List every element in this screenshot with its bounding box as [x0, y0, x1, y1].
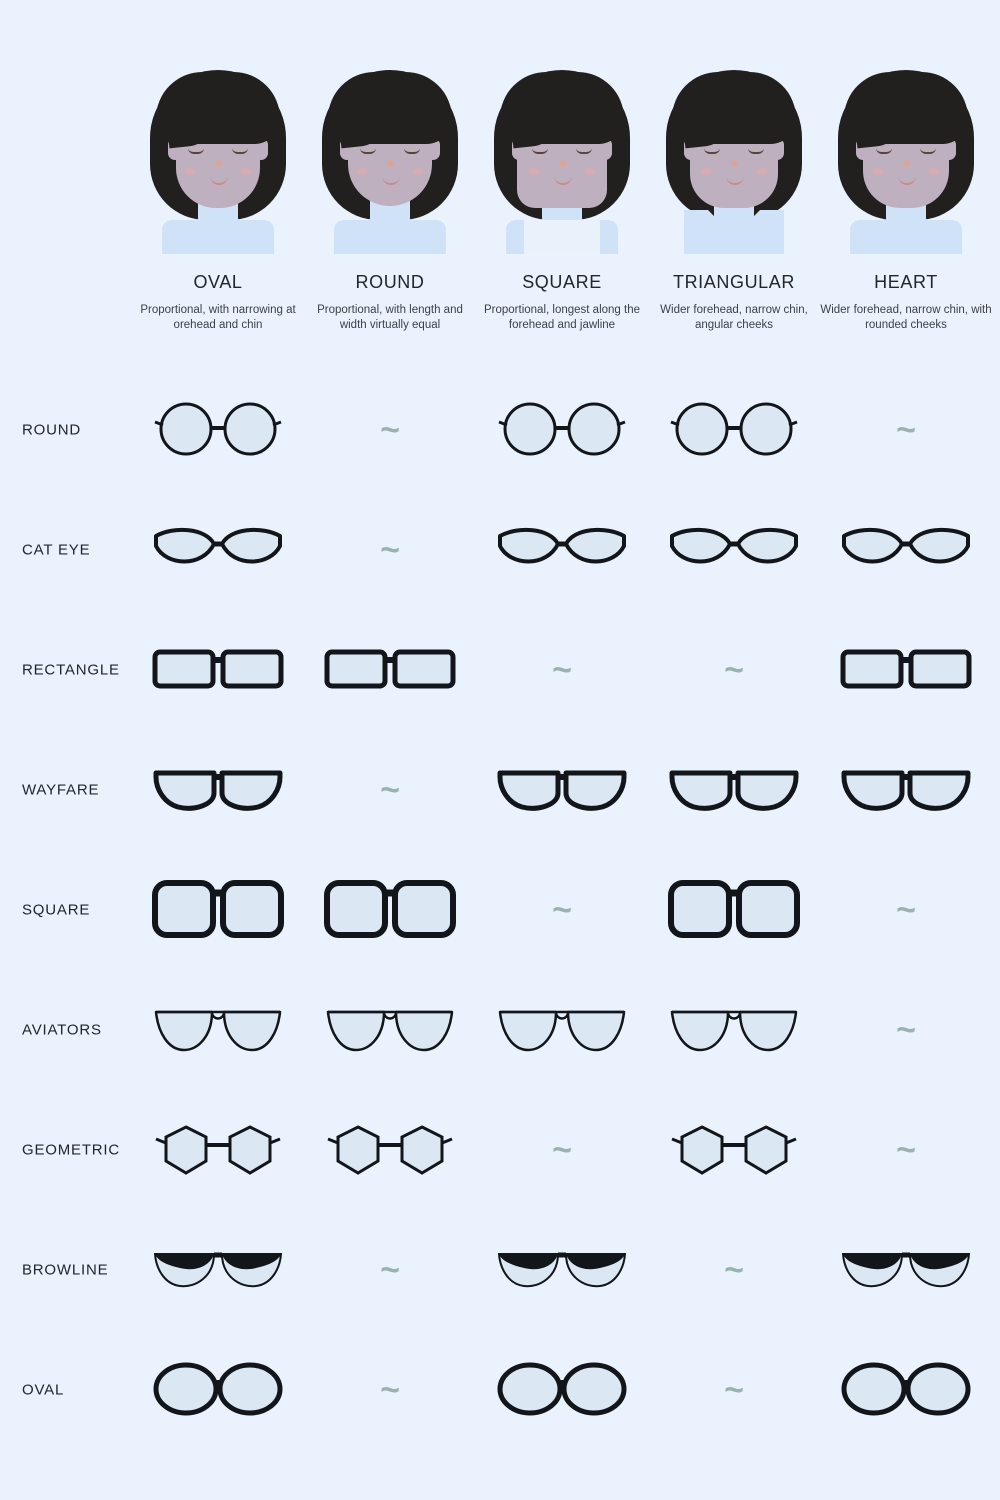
shoulders	[850, 220, 962, 254]
frame-style-grid	[0, 370, 1000, 1450]
face-shape-column-heart	[820, 60, 992, 333]
no-match-squiggle-icon: ~	[380, 771, 400, 809]
face-shape-description: Wider forehead, narrow chin, with rounded cheeks	[820, 304, 992, 331]
cheek-left	[356, 168, 368, 175]
cell-match-oval	[132, 1330, 304, 1450]
round-glasses-icon	[152, 395, 284, 465]
face-shape-name: TRIANGULAR	[672, 272, 795, 292]
no-match-squiggle-icon: ~	[552, 891, 572, 929]
face-shape-name: ROUND	[355, 272, 425, 292]
cell-match-cateye	[476, 490, 648, 610]
cell-no-match	[648, 1330, 820, 1450]
cell-match-cateye	[132, 490, 304, 610]
table-row	[0, 1210, 1000, 1330]
no-match-squiggle-icon: ~	[380, 1251, 400, 1289]
face-shape-description: Wider forehead, narrow chin, angular cheeks	[660, 304, 808, 331]
face-shape-name: HEART	[874, 272, 938, 292]
cell-match-square	[648, 850, 820, 970]
wayfare-glasses-icon	[840, 763, 972, 817]
cell-no-match	[304, 370, 476, 490]
geometric-glasses-icon	[152, 1121, 284, 1179]
frame-style-label: OVAL	[22, 1381, 65, 1399]
cell-no-match	[476, 1090, 648, 1210]
face-shape-header	[0, 0, 1000, 370]
shoulders	[162, 220, 274, 254]
cell-match-oval	[476, 1330, 648, 1450]
nose	[387, 160, 394, 167]
aviator-glasses-icon	[152, 1002, 284, 1058]
face-shape-description: Proportional, longest along the forehead and jawline	[484, 304, 640, 331]
cell-no-match	[820, 970, 992, 1090]
round-glasses-icon	[496, 395, 628, 465]
shoulders	[334, 220, 446, 254]
frame-style-label: SQUARE	[22, 901, 91, 919]
table-row	[0, 970, 1000, 1090]
table-row	[0, 730, 1000, 850]
cell-no-match	[476, 610, 648, 730]
wayfare-glasses-icon	[496, 763, 628, 817]
cell-match-browline	[132, 1210, 304, 1330]
no-match-squiggle-icon: ~	[896, 891, 916, 929]
frame-style-label: AVIATORS	[22, 1021, 102, 1039]
frame-style-label: GEOMETRIC	[22, 1141, 121, 1159]
cell-no-match	[820, 1090, 992, 1210]
cell-match-browline	[820, 1210, 992, 1330]
face-illustration-heart	[820, 60, 992, 250]
no-match-squiggle-icon: ~	[380, 531, 400, 569]
face-illustration-oval	[132, 60, 304, 250]
cheek-right	[240, 168, 252, 175]
cell-no-match	[304, 1210, 476, 1330]
cheek-left	[528, 168, 540, 175]
cheek-left	[184, 168, 196, 175]
cell-match-wayfare	[648, 730, 820, 850]
cell-match-round	[132, 370, 304, 490]
aviator-glasses-icon	[324, 1002, 456, 1058]
cell-no-match	[820, 850, 992, 970]
frame-style-label: WAYFARE	[22, 781, 100, 799]
no-match-squiggle-icon: ~	[724, 1251, 744, 1289]
cell-match-oval	[820, 1330, 992, 1450]
face-illustration-triangular	[648, 60, 820, 250]
face-shape-name: SQUARE	[522, 272, 602, 292]
cell-no-match	[304, 1330, 476, 1450]
rectangle-glasses-icon	[840, 644, 972, 696]
oval-glasses-icon	[840, 1361, 972, 1419]
face-illustration-round	[304, 60, 476, 250]
cell-match-rectangle	[132, 610, 304, 730]
face-illustration-square	[476, 60, 648, 250]
wayfare-glasses-icon	[152, 763, 284, 817]
cell-match-geometric	[132, 1090, 304, 1210]
table-row	[0, 1330, 1000, 1450]
cell-no-match	[648, 1210, 820, 1330]
square-glasses-icon	[324, 877, 456, 943]
nose	[731, 160, 738, 167]
cateye-glasses-icon	[840, 520, 972, 580]
cell-match-aviator	[648, 970, 820, 1090]
cell-no-match	[304, 490, 476, 610]
aviator-glasses-icon	[668, 1002, 800, 1058]
cell-match-wayfare	[820, 730, 992, 850]
cell-match-rectangle	[820, 610, 992, 730]
geometric-glasses-icon	[668, 1121, 800, 1179]
no-match-squiggle-icon: ~	[552, 1131, 572, 1169]
cheek-left	[872, 168, 884, 175]
frame-style-label: RECTANGLE	[22, 661, 120, 679]
cell-match-square	[132, 850, 304, 970]
wayfare-glasses-icon	[668, 763, 800, 817]
cell-match-geometric	[304, 1090, 476, 1210]
geometric-glasses-icon	[324, 1121, 456, 1179]
cell-match-square	[304, 850, 476, 970]
cell-match-geometric	[648, 1090, 820, 1210]
collar	[524, 220, 600, 254]
cell-match-aviator	[476, 970, 648, 1090]
cell-match-wayfare	[132, 730, 304, 850]
frame-style-label: ROUND	[22, 421, 81, 439]
face-shape-column-round	[304, 60, 476, 333]
face-shape-name: OVAL	[193, 272, 243, 292]
table-row	[0, 370, 1000, 490]
no-match-squiggle-icon: ~	[896, 411, 916, 449]
face-shape-column-oval	[132, 60, 304, 333]
rectangle-glasses-icon	[324, 644, 456, 696]
table-row	[0, 850, 1000, 970]
cell-match-rectangle	[304, 610, 476, 730]
cheek-right	[584, 168, 596, 175]
cheek-left	[700, 168, 712, 175]
frame-style-label: CAT EYE	[22, 541, 91, 559]
cell-no-match	[476, 850, 648, 970]
face-shape-column-square	[476, 60, 648, 333]
table-row	[0, 1090, 1000, 1210]
no-match-squiggle-icon: ~	[896, 1131, 916, 1169]
table-row	[0, 490, 1000, 610]
no-match-squiggle-icon: ~	[552, 651, 572, 689]
cell-match-aviator	[132, 970, 304, 1090]
cell-no-match	[820, 370, 992, 490]
cell-match-aviator	[304, 970, 476, 1090]
cateye-glasses-icon	[152, 520, 284, 580]
square-glasses-icon	[152, 877, 284, 943]
face-shape-description: Proportional, with length and width virtually equal	[317, 304, 463, 331]
no-match-squiggle-icon: ~	[896, 1011, 916, 1049]
cateye-glasses-icon	[668, 520, 800, 580]
no-match-squiggle-icon: ~	[724, 1371, 744, 1409]
cell-match-round	[476, 370, 648, 490]
browline-glasses-icon	[496, 1246, 628, 1294]
cheek-right	[756, 168, 768, 175]
no-match-squiggle-icon: ~	[380, 1371, 400, 1409]
table-row	[0, 610, 1000, 730]
no-match-squiggle-icon: ~	[380, 411, 400, 449]
cheek-right	[412, 168, 424, 175]
oval-glasses-icon	[496, 1361, 628, 1419]
browline-glasses-icon	[840, 1246, 972, 1294]
oval-glasses-icon	[152, 1361, 284, 1419]
cell-match-browline	[476, 1210, 648, 1330]
cheek-right	[928, 168, 940, 175]
cell-no-match	[648, 610, 820, 730]
nose	[215, 160, 222, 167]
nose	[559, 160, 566, 167]
face-shape-column-triangular	[648, 60, 820, 333]
aviator-glasses-icon	[496, 1002, 628, 1058]
frame-style-label: BROWLINE	[22, 1261, 109, 1279]
square-glasses-icon	[668, 877, 800, 943]
cell-match-cateye	[648, 490, 820, 610]
browline-glasses-icon	[152, 1246, 284, 1294]
cell-match-round	[648, 370, 820, 490]
cateye-glasses-icon	[496, 520, 628, 580]
cell-match-wayfare	[476, 730, 648, 850]
cell-no-match	[304, 730, 476, 850]
no-match-squiggle-icon: ~	[724, 651, 744, 689]
face-shape-description: Proportional, with narrowing at orehead and chin	[140, 304, 296, 331]
round-glasses-icon	[668, 395, 800, 465]
rectangle-glasses-icon	[152, 644, 284, 696]
cell-match-cateye	[820, 490, 992, 610]
nose	[903, 160, 910, 167]
